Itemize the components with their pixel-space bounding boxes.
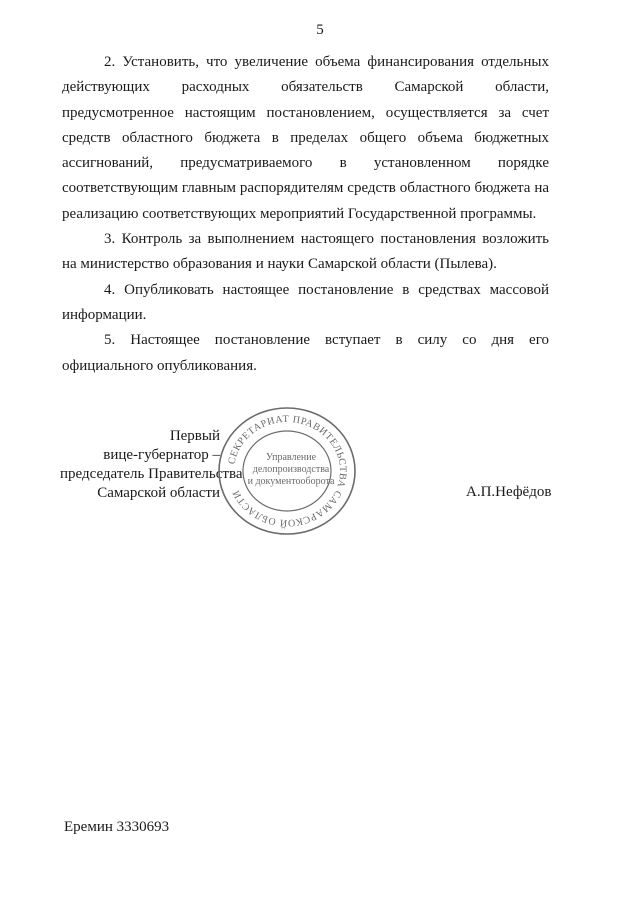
signatory-position-line: Самарской области bbox=[97, 485, 220, 501]
official-stamp bbox=[216, 405, 358, 537]
executor-contact: Еремин 3330693 bbox=[64, 819, 170, 835]
stamp-seal-icon bbox=[216, 405, 358, 537]
document-body bbox=[62, 50, 549, 379]
stamp-center-line: и документооборота bbox=[247, 476, 335, 487]
signatory-position-line: Первый bbox=[169, 428, 220, 444]
stamp-center-line: Управление bbox=[265, 452, 317, 463]
signatory-position-line: председатель Правительства bbox=[60, 466, 243, 482]
signatory-name: А.П.Нефёдов bbox=[466, 484, 552, 500]
signatory-position-line: вице-губернатор – bbox=[103, 447, 220, 463]
paragraph-2: 2. Установить, что увеличение объема финансирования отдельных действующих расходных обязательств Самарской области, предусмотренное настоящим постановлением, осуществляется за счет средств областного бюджета в пределах общего объема бюджетных ассигнований, предусматриваемого в установленном порядке соответствующим главным распорядителям средств областного бюджета на реализацию соответствующих мероприятий Государственной программы. bbox=[62, 54, 549, 222]
stamp-ring-text: СЕКРЕТАРИАТ ПРАВИТЕЛЬСТВА САМАРСКОЙ ОБЛАСТИ bbox=[226, 413, 349, 529]
paragraph-5: 5. Настоящее постановление вступает в силу со дня его официального опубликования. bbox=[62, 332, 549, 374]
signatory-position bbox=[60, 427, 243, 503]
paragraph-3: 3. Контроль за выполнением настоящего постановления возложить на министерство образования и науки Самарской области (Пылева). bbox=[62, 231, 549, 273]
page-number: 5 bbox=[316, 22, 324, 38]
paragraph-4: 4. Опубликовать настоящее постановление в средствах массовой информации. bbox=[62, 281, 549, 323]
stamp-center-line: делопроизводства bbox=[252, 464, 330, 475]
